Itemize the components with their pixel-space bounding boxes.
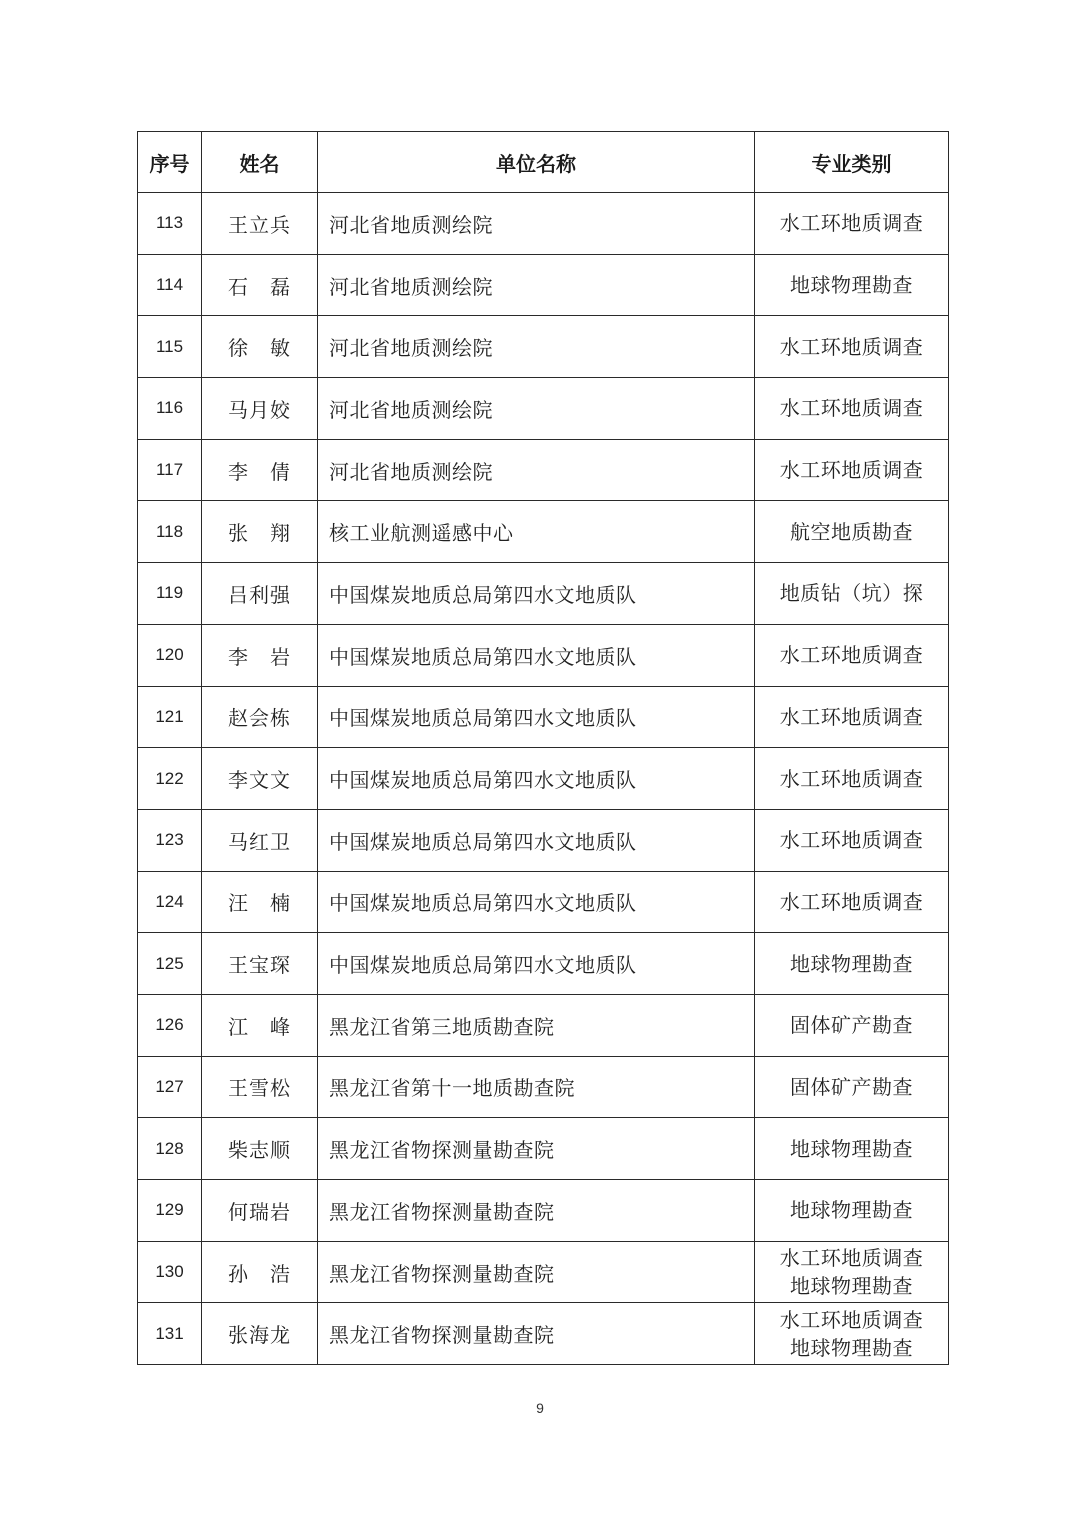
cell-seq: 130 [138, 1241, 202, 1303]
cell-unit: 河北省地质测绘院 [318, 193, 755, 255]
specialty-line: 水工环地质调查 [779, 704, 924, 729]
cell-name: 王雪松 [202, 1056, 318, 1118]
cell-name: 王宝琛 [202, 933, 318, 995]
cell-specialty [755, 439, 949, 501]
cell-unit: 中国煤炭地质总局第四水文地质队 [318, 871, 755, 933]
cell-unit: 核工业航测遥感中心 [318, 501, 755, 563]
cell-unit: 中国煤炭地质总局第四水文地质队 [318, 563, 755, 625]
cell-seq: 114 [138, 254, 202, 316]
cell-specialty [755, 1118, 949, 1180]
cell-seq: 122 [138, 748, 202, 810]
cell-specialty [755, 624, 949, 686]
cell-specialty [755, 748, 949, 810]
specialty-line: 水工环地质调查 [779, 889, 924, 914]
cell-specialty [755, 563, 949, 625]
specialty-line: 地球物理勘查 [790, 1274, 913, 1299]
cell-specialty [755, 871, 949, 933]
cell-unit: 中国煤炭地质总局第四水文地质队 [318, 624, 755, 686]
specialty-line: 水工环地质调查 [779, 1246, 924, 1271]
cell-name: 李 倩 [202, 439, 318, 501]
cell-unit: 黑龙江省物探测量勘查院 [318, 1241, 755, 1303]
cell-unit: 黑龙江省第十一地质勘查院 [318, 1056, 755, 1118]
table-row [138, 439, 949, 501]
cell-unit: 中国煤炭地质总局第四水文地质队 [318, 809, 755, 871]
cell-seq: 127 [138, 1056, 202, 1118]
cell-name: 李 岩 [202, 624, 318, 686]
table-row [138, 748, 949, 810]
cell-name: 徐 敏 [202, 316, 318, 378]
cell-seq: 113 [138, 193, 202, 255]
table-row [138, 563, 949, 625]
cell-unit: 黑龙江省物探测量勘查院 [318, 1303, 755, 1365]
cell-specialty [755, 933, 949, 995]
cell-name: 马月姣 [202, 378, 318, 440]
table-header [138, 132, 949, 193]
specialty-line: 地球物理勘查 [790, 951, 913, 976]
cell-name: 石 磊 [202, 254, 318, 316]
table-row [138, 871, 949, 933]
cell-specialty [755, 1180, 949, 1242]
cell-unit: 中国煤炭地质总局第四水文地质队 [318, 748, 755, 810]
cell-specialty [755, 994, 949, 1056]
table-row [138, 378, 949, 440]
cell-specialty [755, 1241, 949, 1303]
specialty-line: 地球物理勘查 [790, 1136, 913, 1161]
cell-name: 赵会栋 [202, 686, 318, 748]
personnel-table [137, 131, 949, 1365]
specialty-line: 固体矿产勘查 [790, 1013, 913, 1038]
cell-unit: 河北省地质测绘院 [318, 316, 755, 378]
specialty-line: 水工环地质调查 [779, 766, 924, 791]
cell-seq: 117 [138, 439, 202, 501]
header-name: 姓名 [202, 132, 318, 193]
specialty-line: 地球物理勘查 [790, 1198, 913, 1223]
table-body [138, 193, 949, 1365]
specialty-line: 水工环地质调查 [779, 211, 924, 236]
specialty-line: 航空地质勘查 [790, 519, 913, 544]
header-seq: 序号 [138, 132, 202, 193]
cell-name: 何瑞岩 [202, 1180, 318, 1242]
table-row [138, 1118, 949, 1180]
table-row [138, 1241, 949, 1303]
table-row [138, 624, 949, 686]
cell-name: 吕利强 [202, 563, 318, 625]
cell-seq: 131 [138, 1303, 202, 1365]
cell-specialty [755, 809, 949, 871]
cell-name: 马红卫 [202, 809, 318, 871]
cell-seq: 120 [138, 624, 202, 686]
specialty-line: 地质钻（坑）探 [779, 581, 924, 606]
cell-seq: 116 [138, 378, 202, 440]
cell-unit: 河北省地质测绘院 [318, 378, 755, 440]
cell-seq: 119 [138, 563, 202, 625]
cell-unit: 黑龙江省物探测量勘查院 [318, 1118, 755, 1180]
specialty-line: 水工环地质调查 [779, 458, 924, 483]
cell-seq: 125 [138, 933, 202, 995]
cell-unit: 河北省地质测绘院 [318, 439, 755, 501]
cell-unit: 黑龙江省物探测量勘查院 [318, 1180, 755, 1242]
specialty-line: 地球物理勘查 [790, 273, 913, 298]
cell-seq: 118 [138, 501, 202, 563]
cell-seq: 123 [138, 809, 202, 871]
specialty-line: 固体矿产勘查 [790, 1074, 913, 1099]
specialty-line: 水工环地质调查 [779, 828, 924, 853]
table-row [138, 254, 949, 316]
cell-unit: 中国煤炭地质总局第四水文地质队 [318, 686, 755, 748]
cell-name: 李文文 [202, 748, 318, 810]
cell-seq: 121 [138, 686, 202, 748]
cell-specialty [755, 316, 949, 378]
header-row [138, 132, 949, 193]
table-row [138, 1056, 949, 1118]
table-row [138, 809, 949, 871]
specialty-line: 水工环地质调查 [779, 1307, 924, 1332]
specialty-line: 地球物理勘查 [790, 1335, 913, 1360]
table-row [138, 994, 949, 1056]
cell-name: 孙 浩 [202, 1241, 318, 1303]
table-row [138, 686, 949, 748]
cell-specialty [755, 1056, 949, 1118]
cell-unit: 河北省地质测绘院 [318, 254, 755, 316]
header-unit: 单位名称 [318, 132, 755, 193]
cell-name: 汪 楠 [202, 871, 318, 933]
cell-seq: 128 [138, 1118, 202, 1180]
cell-seq: 126 [138, 994, 202, 1056]
cell-specialty [755, 193, 949, 255]
specialty-line: 水工环地质调查 [779, 396, 924, 421]
specialty-line: 水工环地质调查 [779, 334, 924, 359]
cell-specialty [755, 254, 949, 316]
cell-name: 张海龙 [202, 1303, 318, 1365]
table-row [138, 193, 949, 255]
cell-seq: 115 [138, 316, 202, 378]
header-specialty: 专业类别 [755, 132, 949, 193]
table-row [138, 316, 949, 378]
cell-unit: 黑龙江省第三地质勘查院 [318, 994, 755, 1056]
cell-seq: 129 [138, 1180, 202, 1242]
table-row [138, 1180, 949, 1242]
cell-name: 江 峰 [202, 994, 318, 1056]
cell-specialty [755, 378, 949, 440]
cell-specialty [755, 1303, 949, 1365]
cell-specialty [755, 501, 949, 563]
table-row [138, 933, 949, 995]
cell-name: 张 翔 [202, 501, 318, 563]
cell-unit: 中国煤炭地质总局第四水文地质队 [318, 933, 755, 995]
page-number: 9 [536, 1400, 544, 1416]
specialty-line: 水工环地质调查 [779, 643, 924, 668]
cell-name: 柴志顺 [202, 1118, 318, 1180]
cell-seq: 124 [138, 871, 202, 933]
table-row [138, 1303, 949, 1365]
cell-name: 王立兵 [202, 193, 318, 255]
table-row [138, 501, 949, 563]
cell-specialty [755, 686, 949, 748]
